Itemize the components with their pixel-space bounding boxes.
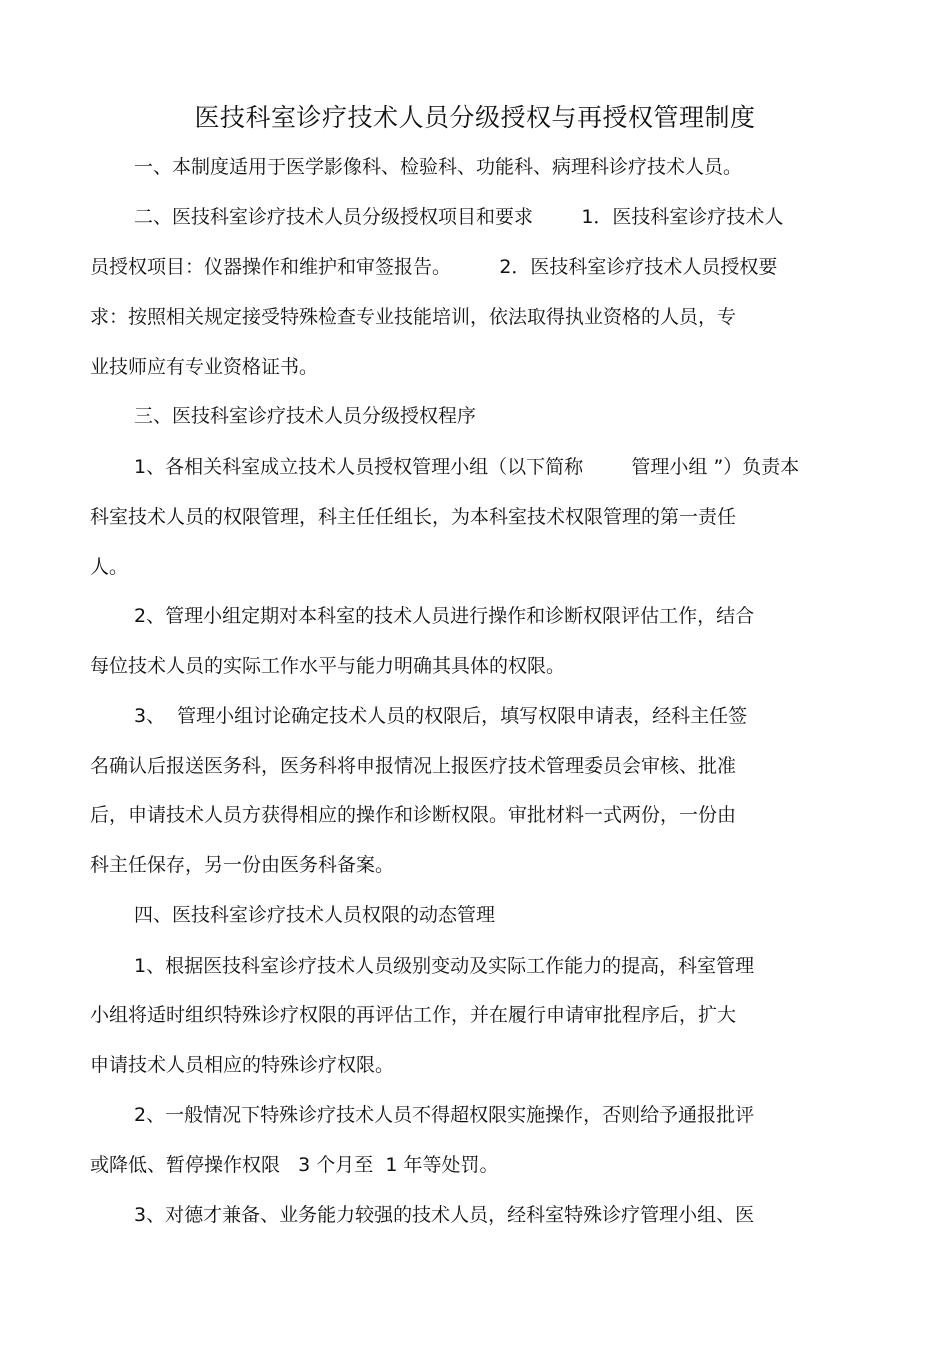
paragraph-line: 三、医技科室诊疗技术人员分级授权程序 bbox=[134, 405, 477, 427]
paragraph-line: 员授权项目：仪器操作和维护和审签报告。 2．医技科室诊疗技术人员授权要 bbox=[90, 256, 778, 278]
paragraph-line: 每位技术人员的实际工作水平与能力明确其具体的权限。 bbox=[90, 655, 566, 677]
paragraph-line: 科主任保存，另一份由医务科备案。 bbox=[90, 854, 395, 876]
paragraph-line: 1、根据医技科室诊疗技术人员级别变动及实际工作能力的提高，科室管理 bbox=[134, 955, 755, 977]
paragraph-line: 2、一般情况下特殊诊疗技术人员不得超权限实施操作，否则给予通报批评 bbox=[134, 1104, 755, 1126]
paragraph-line: 申请技术人员相应的特殊诊疗权限。 bbox=[90, 1054, 395, 1076]
paragraph-line: 小组将适时组织特殊诊疗权限的再评估工作，并在履行申请审批程序后，扩大 bbox=[90, 1004, 737, 1026]
paragraph-line: 名确认后报送医务科，医务科将申报情况上报医疗技术管理委员会审核、批准 bbox=[90, 755, 737, 777]
paragraph-line: 人。 bbox=[90, 556, 129, 578]
paragraph-line: 求：按照相关规定接受特殊检查专业技能培训，依法取得执业资格的人员，专 bbox=[90, 306, 737, 328]
paragraph-line: 2、管理小组定期对本科室的技术人员进行操作和诊断权限评估工作，结合 bbox=[134, 605, 755, 627]
paragraph-line: 科室技术人员的权限管理，科主任任组长，为本科室技术权限管理的第一责任 bbox=[90, 506, 737, 528]
paragraph-line: 3、 管理小组讨论确定技术人员的权限后，填写权限申请表，经科主任签 bbox=[134, 705, 748, 727]
paragraph-line: 后，申请技术人员方获得相应的操作和诊断权限。审批材料一式两份，一份由 bbox=[90, 804, 737, 826]
paragraph-line: 或降低、暂停操作权限 3 个月至 1 年等处罚。 bbox=[90, 1154, 499, 1176]
paragraph-line: 1、各相关科室成立技术人员授权管理小组（以下简称 管理小组 ”）负责本 bbox=[134, 456, 800, 478]
paragraph-line: 四、医技科室诊疗技术人员权限的动态管理 bbox=[134, 904, 496, 926]
paragraph-line: 3、对德才兼备、业务能力较强的技术人员，经科室特殊诊疗管理小组、医 bbox=[134, 1204, 755, 1226]
paragraph-line: 一、本制度适用于医学影像科、检验科、功能科、病理科诊疗技术人员。 bbox=[134, 156, 743, 178]
document-title: 医技科室诊疗技术人员分级授权与再授权管理制度 bbox=[194, 103, 756, 132]
paragraph-line: 二、医技科室诊疗技术人员分级授权项目和要求 1．医技科室诊疗技术人 bbox=[134, 206, 784, 228]
paragraph-line: 业技师应有专业资格证书。 bbox=[90, 356, 319, 378]
